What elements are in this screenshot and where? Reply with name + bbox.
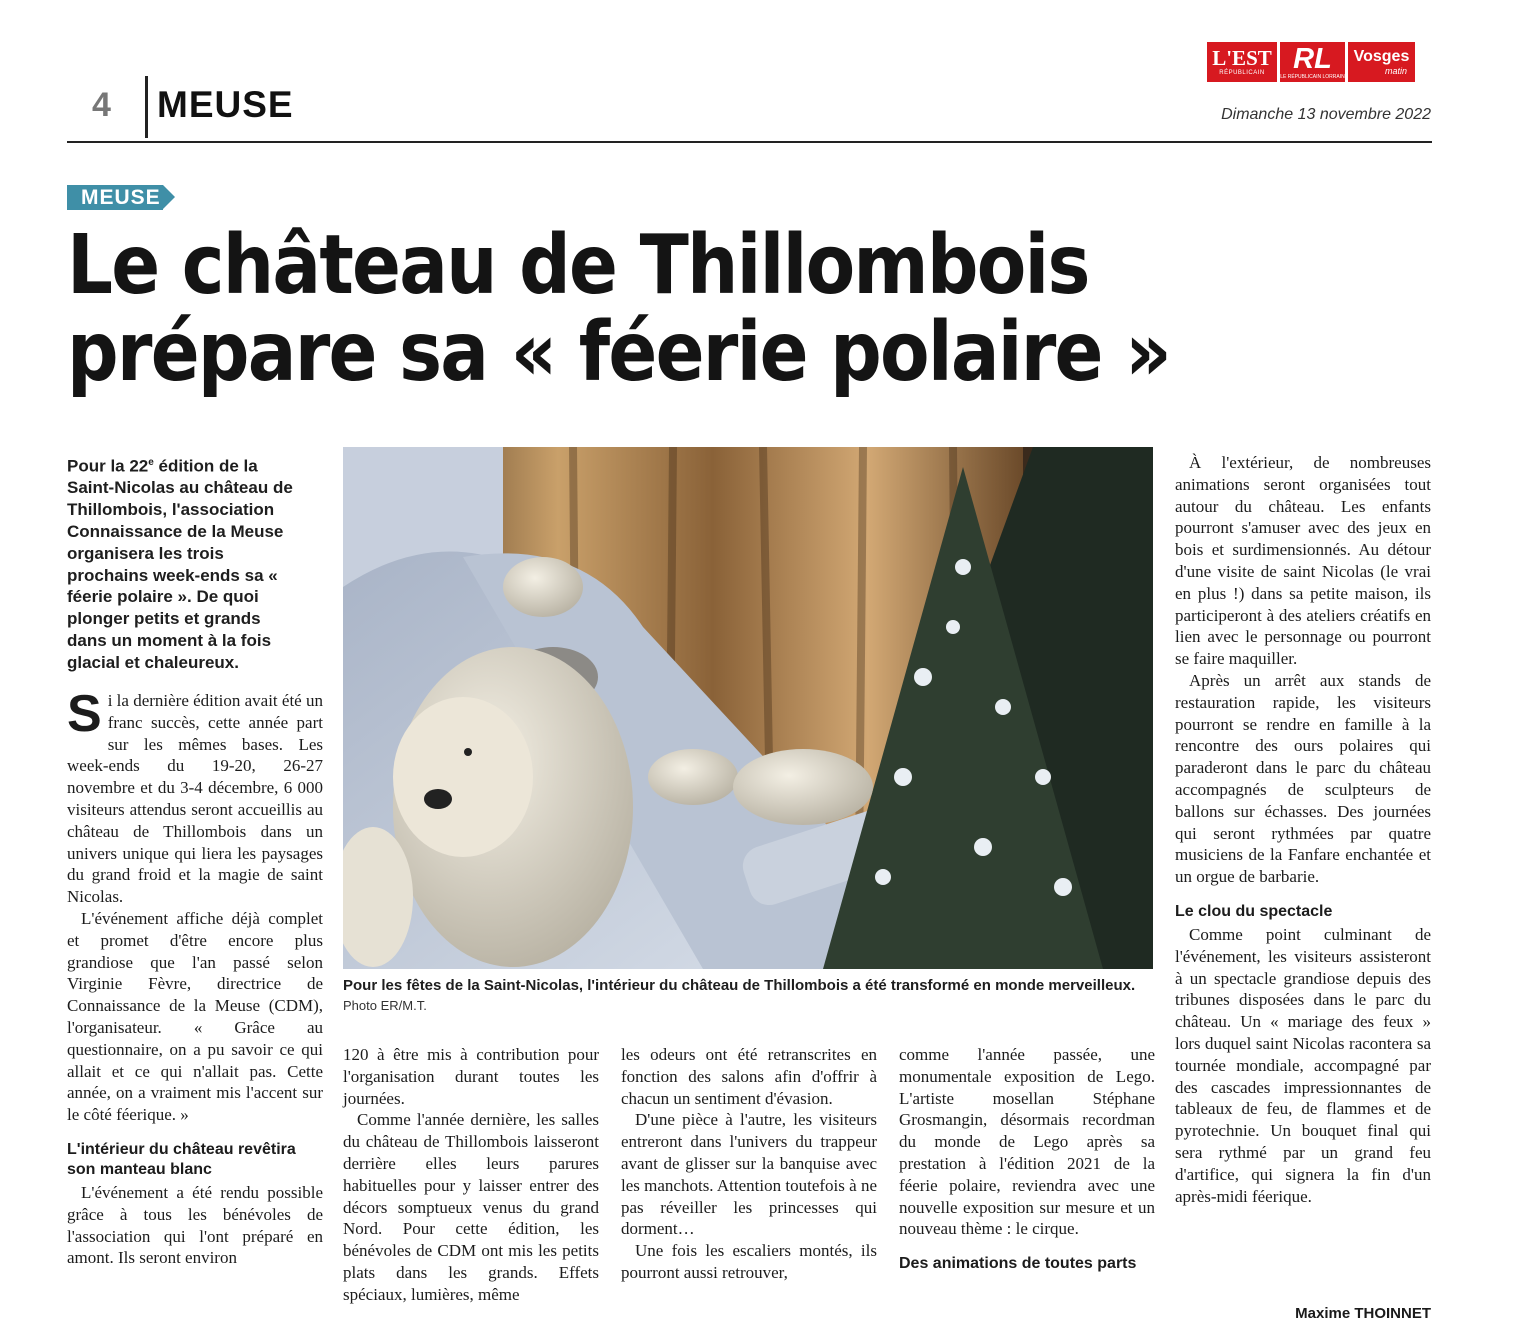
headline-line-1: Le château de Thillombois (67, 218, 1089, 313)
header-separator (145, 76, 148, 138)
paragraph: Si la dernière édition avait été un franc succès, cette année part sur les mêmes bases. Les week-ends du 19-20, 26-27 novembre et du 3-4 décembre, 6 000 visiteurs attendus seront accueillis au château de Thillombois dans un univers unique qui liera les paysages du grand froid et la magie de saint Nicolas. (67, 685, 323, 907)
subheading: Le clou du spectacle (1175, 902, 1333, 920)
subheading: Des animations de toutes parts (899, 1255, 1137, 1273)
paragraph: L'événement a été rendu possible grâce à tous les bénévoles de l'association qui l'ont préparé en amont. Ils seront environ (67, 1182, 323, 1268)
vosges-matin-logo: Vosges matin (1348, 42, 1415, 82)
photo-credit: Photo ER/M.T. (343, 998, 427, 1013)
text-column-2 (343, 1044, 599, 1306)
paragraph: Comme point culminant de l'événement, les visiteurs assisteront à un spectacle grandiose depuis des tribunes disposées dans le parc du château. Un « mariage des feux » lors duquel saint Nicolas racontera sa tournée mondiale, accompagné par des cascades impressionnantes de tableaux de feu, de flammes et de pyrotechnie. Un bouquet final qui sera rythmé par un grand feu d'artifice, qui signera la fin d'un après-midi féerique. (1175, 924, 1431, 1206)
headline-line-2: prépare sa « féerie polaire » (67, 305, 1170, 400)
subheading: L'intérieur du château revêtira son manteau blanc (67, 1140, 296, 1178)
paragraph: les odeurs ont été retranscrites en fonction des salons afin d'offrir à chacun un sentiment d'évasion. (621, 1045, 877, 1108)
text-column-3 (621, 1044, 877, 1284)
page-number: 4 (92, 86, 111, 124)
paragraph: L'événement affiche déjà complet et promet d'être encore plus grandiose que l'an passé selon Virginie Fèvre, directrice de Connaissance de la Meuse (CDM), l'organisateur. « Grâce au questionnaire, on a pu savoir ce qui allait et ce qui n'allait pas. Cette année, on a vraiment mis l'accent sur le côté féerique. » (67, 908, 323, 1125)
photo-caption: Pour les fêtes de la Saint-Nicolas, l'intérieur du château de Thillombois a été transformé en monde merveilleux. Photo ER/M.T. (343, 977, 1136, 1013)
paragraph: Après un arrêt aux stands de restauration rapide, les visiteurs pourront se rendre en famille à la rencontre des ours polaires qui paraderont dans le parc du château accompagnés de sculpteurs de ballons sur échasses. Des journées qui seront rythmées par quatre musiciens de la Fanfare enchantée et un orgue de barbarie. (1175, 670, 1431, 887)
kicker-tag: MEUSE (67, 185, 163, 210)
text-column-1 (67, 685, 323, 1269)
polar-bears-christmas-tree-image (343, 447, 1153, 969)
paragraph: Une fois les escaliers montés, ils pourront aussi retrouver, (621, 1241, 877, 1282)
paragraph: 120 à être mis à contribution pour l'organisation durant toutes les journées. (343, 1045, 599, 1108)
article-photo (343, 447, 1153, 969)
paragraph: D'une pièce à l'autre, les visiteurs entreront dans l'univers du trappeur avant de glisser sur la banquise avec les manchots. Attention toutefois à ne pas réveiller les princesses qui dorment… (621, 1110, 877, 1239)
paragraph: À l'extérieur, de nombreuses animations seront organisées tout autour du château. Les enfants pourront s'amuser avec des jeux en bois et surdimensionnés. Au détour d'une visite de saint Nicolas (le vrai en plus !) dans sa petite maison, ils participeront à des ateliers créatifs en lien avec le personnage ou pourront se faire maquiller. (1175, 453, 1431, 669)
drop-cap: S (67, 685, 102, 743)
section-title: MEUSE (157, 84, 294, 125)
header-rule (67, 141, 1432, 143)
headline (67, 218, 1290, 400)
paragraph: comme l'année passée, une monumentale exposition de Lego. L'artiste mosellan Stéphane Grosmangin, désormais recordman du monde de Lego après sa prestation à l'édition 2021 de la féerie polaire, reviendra avec une nouvelle exposition sur mesure et un nouveau thème : le cirque. (899, 1045, 1155, 1239)
kicker-tag-arrow (163, 185, 175, 209)
author-signature: Maxime THOINNET (1295, 1305, 1431, 1322)
text-column-5 (1175, 452, 1431, 1207)
text-column-4 (899, 1044, 1155, 1276)
republicain-lorrain-logo: RL LE RÉPUBLICAIN LORRAIN (1280, 43, 1345, 80)
publisher-logos (1207, 42, 1415, 82)
paragraph: Comme l'année dernière, les salles du château de Thillombois laisseront derrière elles leurs parures habituelles pour y laisser entrer des décors somptueux venus du grand Nord. Pour cette édition, les bénévoles de CDM ont mis les petits plats dans les grands. Effets spéciaux, lumières, même (343, 1110, 599, 1304)
issue-date: Dimanche 13 novembre 2022 (1221, 106, 1431, 123)
est-republicain-logo: L'EST RÉPUBLICAIN (1207, 42, 1277, 82)
article-lead: Pour la 22e édition de la Saint-Nicolas au château de Thillombois, l'association Connaissance de la Meuse organisera les trois prochains week-ends sa « féerie polaire ». De quoi plonger petits et grands dans un moment à la fois glacial et chaleureux. (67, 456, 293, 672)
